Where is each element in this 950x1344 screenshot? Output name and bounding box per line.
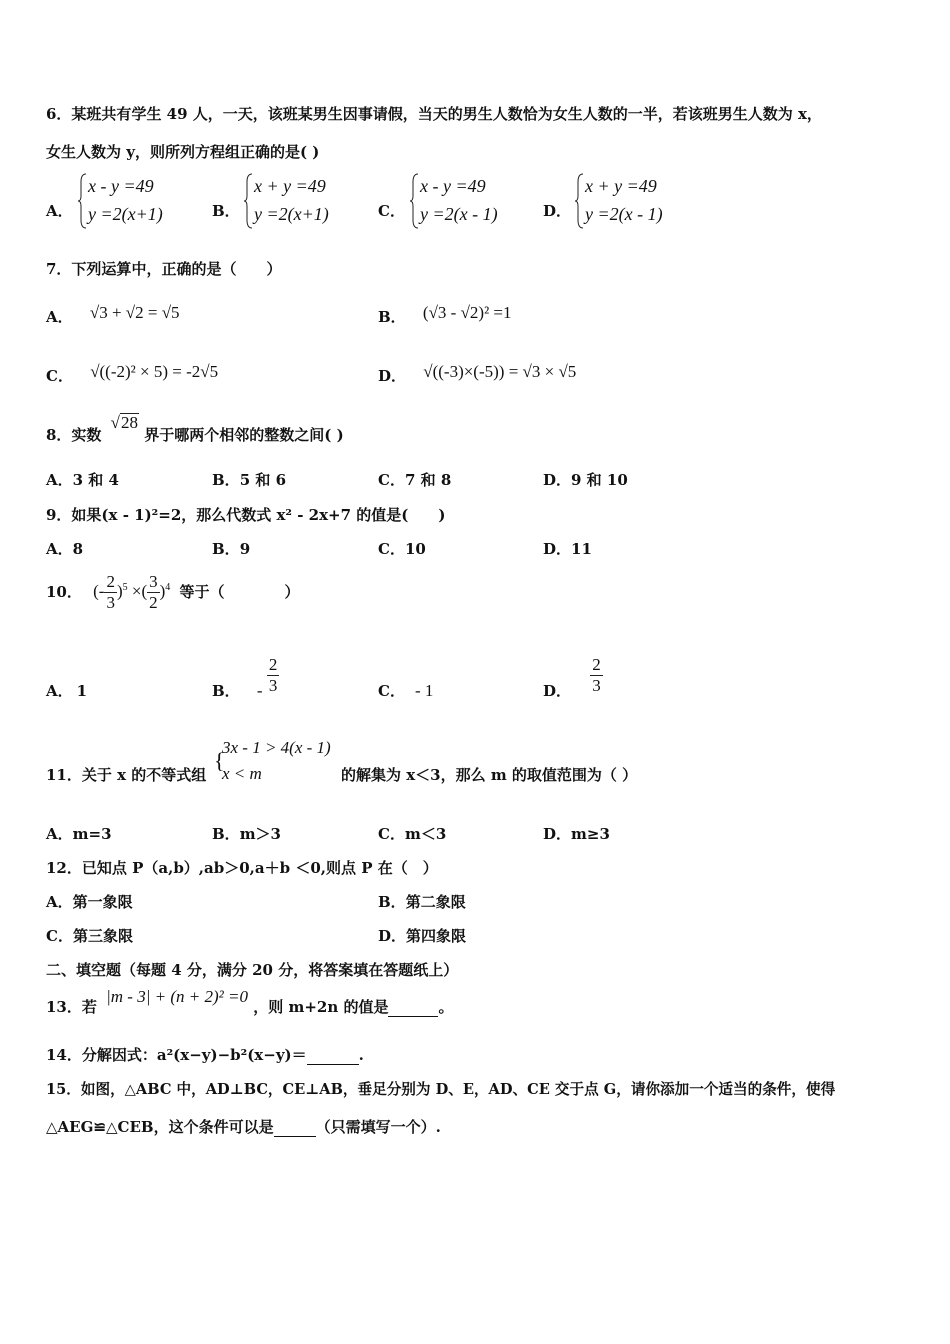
q6-option-b[interactable]: B． x + y =49 y =2(x+1) [212,172,329,228]
section-heading: 二、填空题（每题 4 分，满分 20 分，将答案填在答题纸上） [46,961,459,979]
q7-b-expression: (√3 - √2)² =1 [422,303,512,322]
q9-stem: 9．如果(x - 1)²=2，那么代数式 x² - 2x+7 的值是( ) [46,506,446,524]
q6-stem-line2: 女生人数为 y，则所列方程组正确的是( ) [46,143,320,161]
q8-stem: 8．实数 √28 界于哪两个相邻的整数之间( ) [46,413,344,444]
equation-1: x - y =49 [88,176,154,196]
q7-option-a[interactable]: A． √3 + √2 = √5 [46,303,180,326]
q13-answer-blank[interactable] [388,998,438,1017]
q6-option-a[interactable]: A． x - y =49 y =2(x+1) [46,172,163,228]
equation-system [244,172,329,228]
q12-stem: 12．已知点 P（a,b）,ab＞0,a＋b ＜0,则点 P 在（ ） [46,859,438,877]
q12-option-c[interactable]: C．第三象限 [46,927,133,945]
equation-system [78,172,163,228]
q7-c-expression: √((-2)² × 5) = -2√5 [90,362,219,381]
q10-stem: 10． (- $\frac{2}{3}$ )$^5$ ×( $\frac{3}{2}$ )$^4$ 等于（ ） [46,572,300,612]
brace-icon: { [214,748,225,773]
q9-option-b[interactable]: B．9 [212,540,251,558]
q9-option-a[interactable]: A．8 [46,540,84,558]
q11-stem-suffix: 的解集为 x＜3，那么 m 的取值范围为（ ） [341,766,638,784]
q7-d-expression: √((-3)×(-5)) = √3 × √5 [423,362,577,381]
q10-option-d[interactable]: D． $\frac{2}{3}$ [543,655,601,700]
q14-stem: 14．分解因式：a²(x−y)−b²(x−y)＝ . [46,1046,364,1064]
equation-1: x + y =49 [585,176,657,196]
q12-option-a[interactable]: A．第一象限 [46,893,133,911]
q7-a-expression: √3 + √2 = √5 [89,303,180,322]
equation-1: x + y =49 [254,176,326,196]
sqrt-icon: √ [110,413,121,432]
equation-system [575,172,663,228]
q8-option-c[interactable]: C．7 和 8 [378,471,452,489]
q12-option-d[interactable]: D．第四象限 [378,927,467,945]
q11-option-c[interactable]: C．m＜3 [378,825,447,843]
q15-stem-line1: 15．如图，△ABC 中，AD⊥BC，CE⊥AB，垂足分别为 D、E，AD、CE 交于点 G，请你添加一个适当的条件，使得 [46,1081,836,1098]
equation-system [410,172,498,228]
q6-stem-line1: 6．某班共有学生 49 人，一天，该班某男生因事请假，当天的男生人数恰为女生人数的一半，若该班男生人数为 x， [46,105,822,123]
equation-1: x - y =49 [420,176,486,196]
equation-2: y =2(x - 1) [585,204,663,224]
q9-option-c[interactable]: C．10 [378,540,426,558]
equation-2: y =2(x+1) [254,204,329,224]
brace-icon [78,172,88,230]
q6-option-d[interactable]: D． x + y =49 y =2(x - 1) [543,172,663,228]
q11-inequality-system: { 3x - 1 > 4(x - 1) x < m [214,738,331,783]
q10-option-a[interactable]: A． 1 [46,682,88,700]
q15-answer-blank[interactable] [274,1118,316,1137]
q15-stem-line2: △AEG≌△CEB，这个条件可以是 （只需填写一个）. [46,1118,441,1136]
q11-option-d[interactable]: D．m≥3 [543,825,610,843]
q13-stem: 13．若 |m - 3| + (n + 2)² =0 ，则 m+2n 的值是 。 [46,987,454,1016]
sqrt-expression: √28 [110,413,139,432]
equation-2: y =2(x - 1) [420,204,498,224]
q12-option-b[interactable]: B．第二象限 [378,893,466,911]
q7-option-d[interactable]: D． √((-3)×(-5)) = √3 × √5 [378,362,577,385]
q9-option-d[interactable]: D．11 [543,540,592,558]
equation-2: y =2(x+1) [88,204,163,224]
q6-option-c[interactable]: C． x - y =49 y =2(x - 1) [378,172,498,228]
q8-option-a[interactable]: A．3 和 4 [46,471,119,489]
q10-option-b[interactable]: B． - $\frac{2}{3}$ [212,655,278,700]
brace-icon [244,172,254,230]
q11-option-a[interactable]: A．m=3 [46,825,112,843]
q10-option-c[interactable]: C． - 1 [378,681,434,700]
q11-option-b[interactable]: B．m＞3 [212,825,281,843]
q7-option-b[interactable]: B． (√3 - √2)² =1 [378,303,512,326]
q14-answer-blank[interactable] [307,1046,359,1065]
q8-option-b[interactable]: B．5 和 6 [212,471,287,489]
q7-stem: 7．下列运算中，正确的是（ ） [46,260,282,278]
q7-option-c[interactable]: C． √((-2)² × 5) = -2√5 [46,362,219,385]
brace-icon [410,172,420,230]
q8-option-d[interactable]: D．9 和 10 [543,471,628,489]
q11-stem: 11．关于 x 的不等式组 [46,766,207,784]
q10-expression: (- $\frac{2}{3}$ )$^5$ ×( $\frac{3}{2}$ )$^4$ [93,572,171,612]
q13-expression: |m - 3| + (n + 2)² =0 [106,987,248,1006]
brace-icon [575,172,585,230]
